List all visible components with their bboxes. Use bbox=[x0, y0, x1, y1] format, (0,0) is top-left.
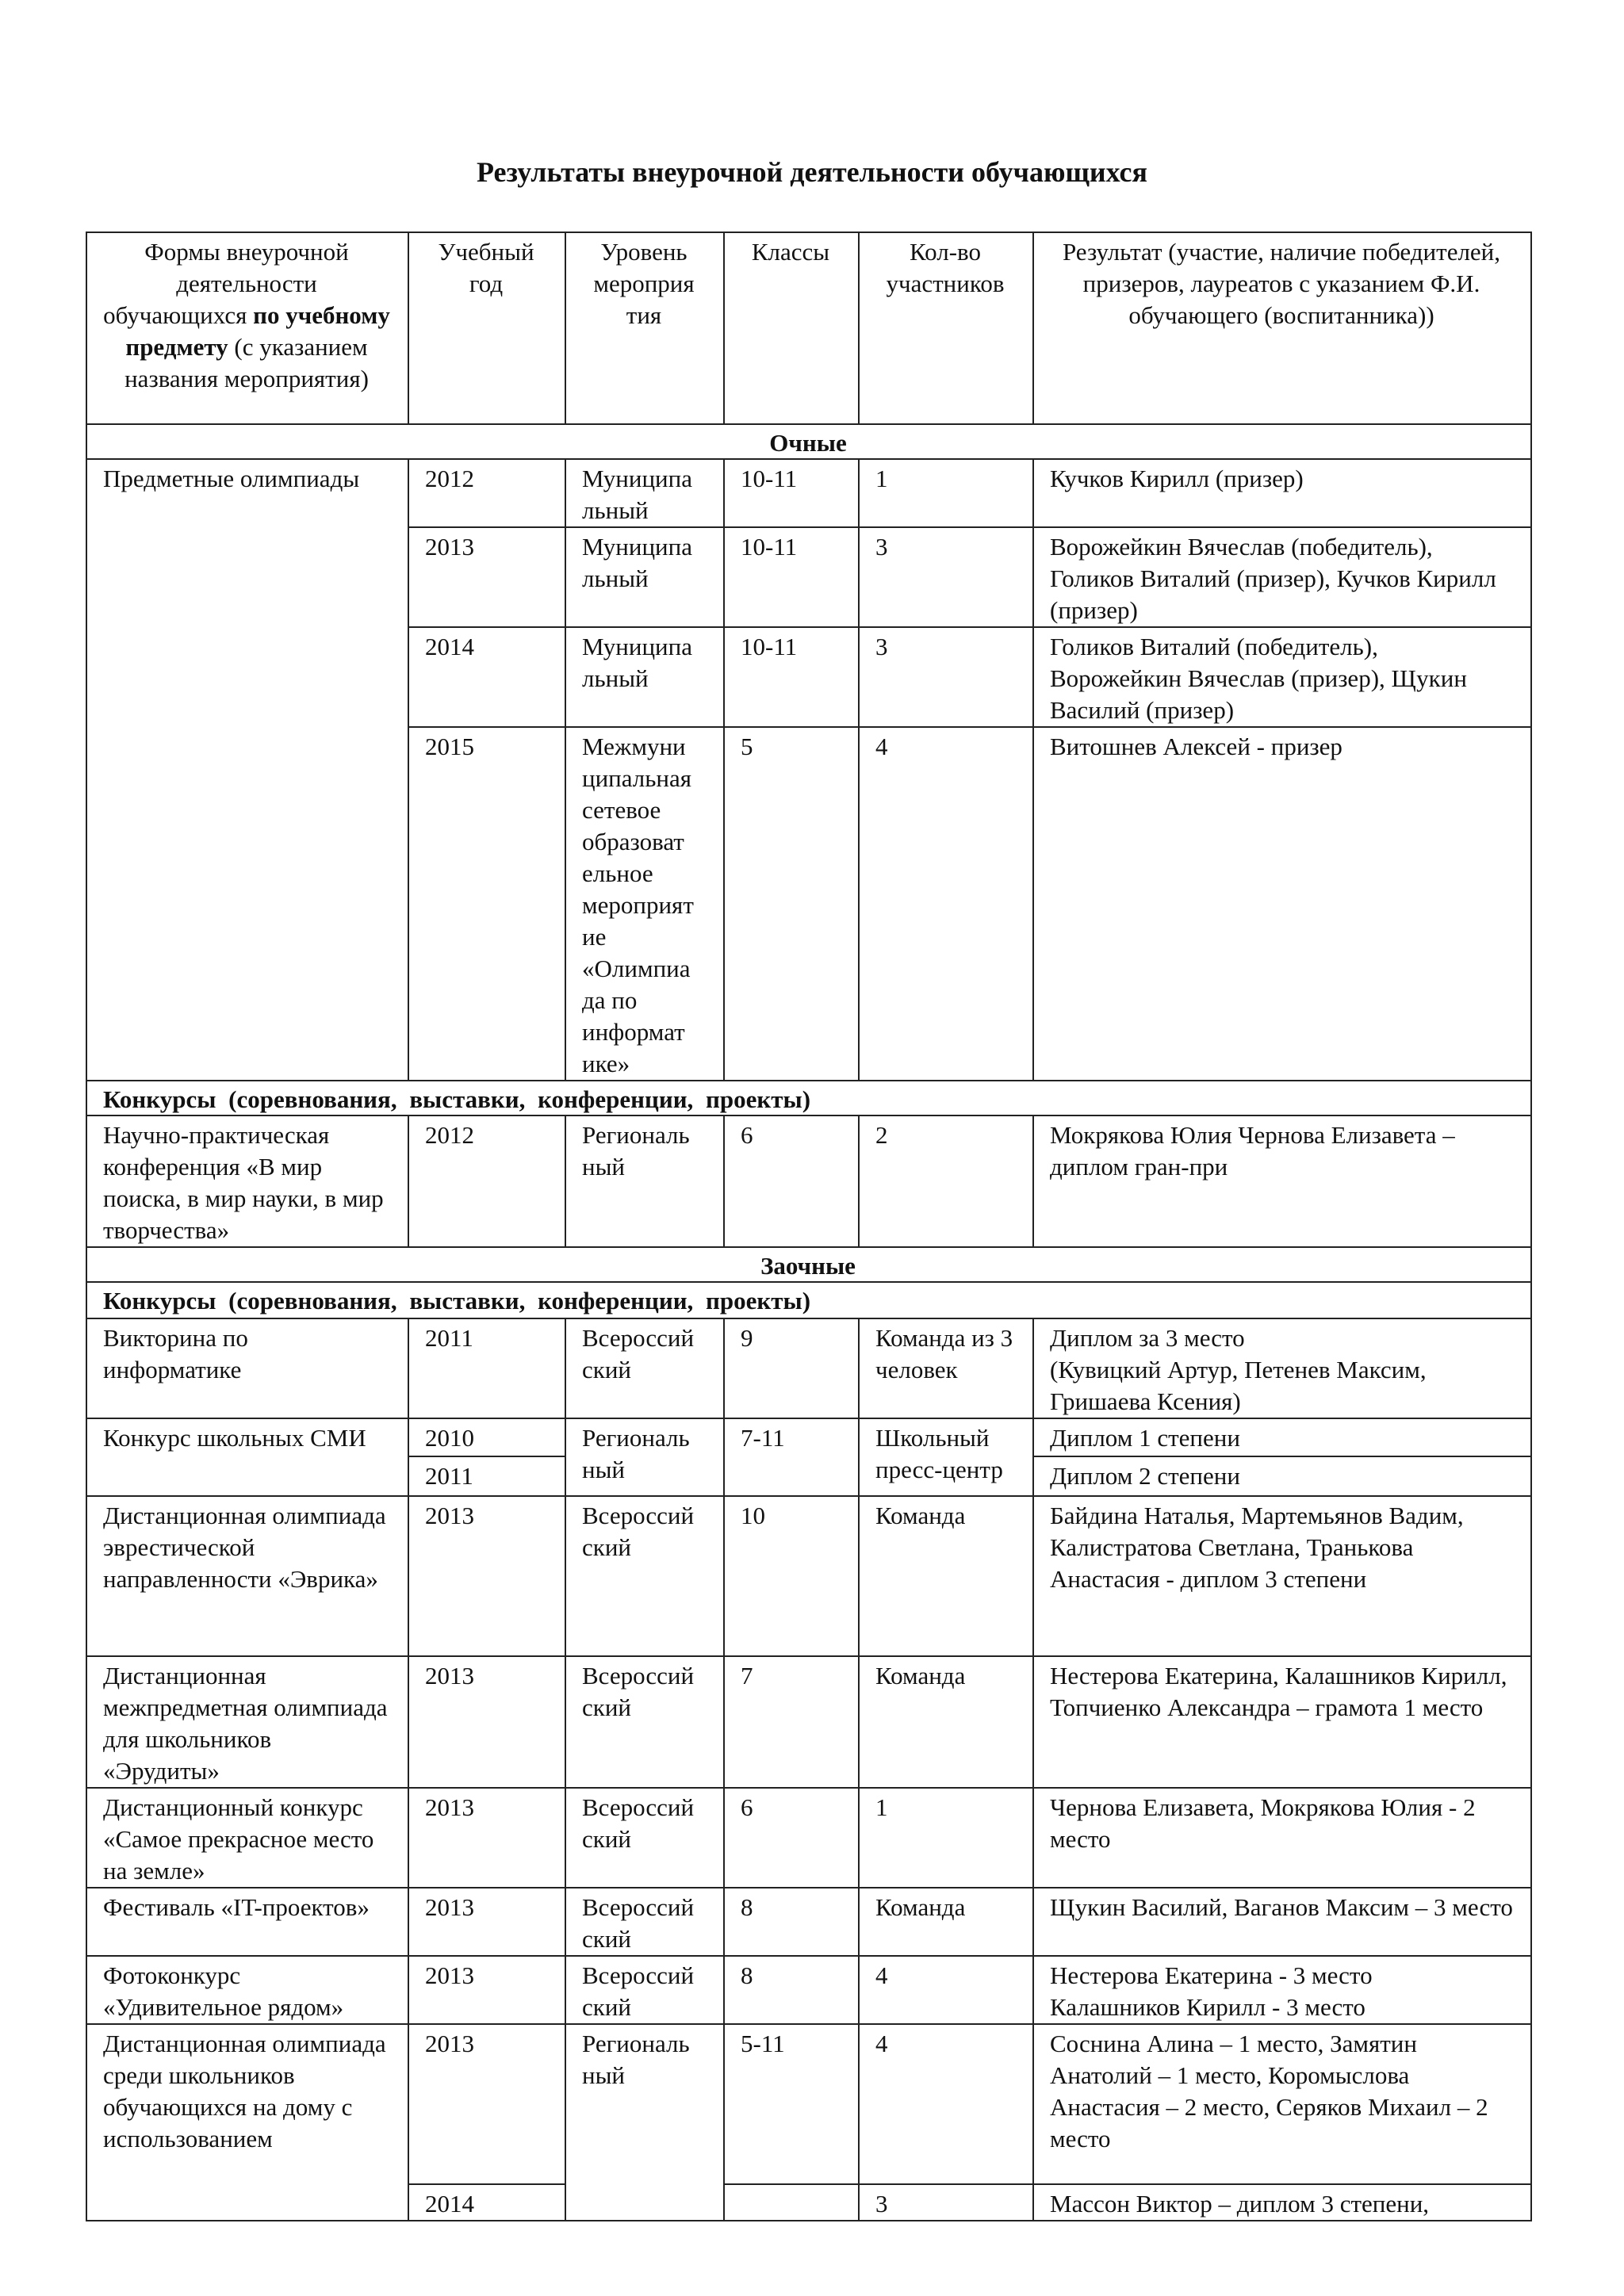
year-cell: 2013 bbox=[408, 2024, 565, 2184]
year-cell: 2015 bbox=[408, 727, 565, 1081]
result-cell: Витошнев Алексей - призер bbox=[1033, 727, 1531, 1081]
level-cell: Региональ ный bbox=[565, 1115, 724, 1247]
count-cell: 1 bbox=[859, 1788, 1033, 1888]
year-cell: 2011 bbox=[408, 1456, 565, 1496]
result-cell: Кучков Кирилл (призер) bbox=[1033, 459, 1531, 527]
form-cell: Дистанционная олимпиада среди школьников обучающихся на дому с использованием bbox=[86, 2024, 408, 2221]
level-cell: Региональ ный bbox=[565, 1418, 724, 1496]
level-cell: Муниципа льный bbox=[565, 627, 724, 727]
classes-cell: 5-11 bbox=[724, 2024, 859, 2184]
result-cell: Нестерова Екатерина, Калашников Кирилл, Топчиенко Александра – грамота 1 место bbox=[1033, 1656, 1531, 1788]
table-row bbox=[86, 459, 1531, 527]
level-cell: Всероссий ский bbox=[565, 1956, 724, 2024]
section-row-zaochnye bbox=[86, 1247, 1531, 1282]
classes-cell: 7 bbox=[724, 1656, 859, 1788]
classes-cell: 9 bbox=[724, 1318, 859, 1418]
header-year: Учебный год bbox=[408, 232, 565, 424]
level-cell: Муниципа льный bbox=[565, 459, 724, 527]
classes-cell: 10 bbox=[724, 1496, 859, 1656]
level-cell: Межмуни ципальная сетевое образоват ельное мероприят ие «Олимпиа да по информат ике» bbox=[565, 727, 724, 1081]
level-cell: Всероссий ский bbox=[565, 1318, 724, 1418]
section-title: Конкурсы (соревнования, выставки, конференции, проекты) bbox=[86, 1282, 1531, 1318]
table-row bbox=[86, 1888, 1531, 1956]
year-cell: 2013 bbox=[408, 1956, 565, 2024]
count-cell: 4 bbox=[859, 727, 1033, 1081]
year-cell: 2014 bbox=[408, 627, 565, 727]
results-table bbox=[86, 232, 1532, 2221]
form-cell: Научно-практическая конференция «В мир поиска, в мир науки, в мир творчества» bbox=[86, 1115, 408, 1247]
section-title: Заочные bbox=[86, 1247, 1531, 1282]
level-cell: Всероссий ский bbox=[565, 1496, 724, 1656]
year-cell: 2010 bbox=[408, 1418, 565, 1456]
year-cell: 2011 bbox=[408, 1318, 565, 1418]
table-header-row bbox=[86, 232, 1531, 424]
classes-cell: 10-11 bbox=[724, 459, 859, 527]
form-cell: Дистанционный конкурс «Самое прекрасное место на земле» bbox=[86, 1788, 408, 1888]
table-row bbox=[86, 1115, 1531, 1247]
header-level: Уровень мероприя тия bbox=[565, 232, 724, 424]
classes-cell: 7-11 bbox=[724, 1418, 859, 1496]
result-cell: Ворожейкин Вячеслав (победитель), Голиков Виталий (призер), Кучков Кирилл (призер) bbox=[1033, 527, 1531, 627]
count-cell: Школьный пресс-центр bbox=[859, 1418, 1033, 1496]
year-cell: 2012 bbox=[408, 459, 565, 527]
form-cell: Викторина по информатике bbox=[86, 1318, 408, 1418]
level-cell: Всероссий ский bbox=[565, 1888, 724, 1956]
result-cell: Диплом 2 степени bbox=[1033, 1456, 1531, 1496]
count-cell: Команда из 3 человек bbox=[859, 1318, 1033, 1418]
form-cell: Конкурс школьных СМИ bbox=[86, 1418, 408, 1496]
classes-cell: 6 bbox=[724, 1115, 859, 1247]
year-cell: 2013 bbox=[408, 527, 565, 627]
count-cell: 4 bbox=[859, 2024, 1033, 2184]
year-cell: 2013 bbox=[408, 1788, 565, 1888]
count-cell: Команда bbox=[859, 1496, 1033, 1656]
header-classes: Классы bbox=[724, 232, 859, 424]
classes-cell: 10-11 bbox=[724, 627, 859, 727]
form-cell: Предметные олимпиады bbox=[86, 459, 408, 1081]
level-cell: Всероссий ский bbox=[565, 1788, 724, 1888]
result-cell: Диплом 1 степени bbox=[1033, 1418, 1531, 1456]
result-cell: Диплом за 3 место (Кувицкий Артур, Петенев Максим, Гришаева Ксения) bbox=[1033, 1318, 1531, 1418]
form-cell: Дистанционная межпредметная олимпиада для школьников «Эрудиты» bbox=[86, 1656, 408, 1788]
result-cell: Щукин Василий, Ваганов Максим – 3 место bbox=[1033, 1888, 1531, 1956]
header-count: Кол-во участников bbox=[859, 232, 1033, 424]
table-row bbox=[86, 1418, 1531, 1456]
level-cell: Региональ ный bbox=[565, 2024, 724, 2221]
table-row bbox=[86, 1956, 1531, 2024]
result-cell: Байдина Наталья, Мартемьянов Вадим, Калистратова Светлана, Транькова Анастасия - диплом 3 степени bbox=[1033, 1496, 1531, 1656]
year-cell: 2013 bbox=[408, 1888, 565, 1956]
table-row bbox=[86, 2024, 1531, 2184]
page-title: Результаты внеурочной деятельности обучающихся bbox=[477, 156, 1147, 188]
form-cell: Дистанционная олимпиада эврестической направленности «Эврика» bbox=[86, 1496, 408, 1656]
header-result: Результат (участие, наличие победителей, призеров, лауреатов с указанием Ф.И. обучающего (воспитанника)) bbox=[1033, 232, 1531, 424]
count-cell: 4 bbox=[859, 1956, 1033, 2024]
section-title: Очные bbox=[86, 424, 1531, 459]
table-row bbox=[86, 1656, 1531, 1788]
result-cell: Соснина Алина – 1 место, Замятин Анатолий – 1 место, Коромыслова Анастасия – 2 место, Серяков Михаил – 2 место bbox=[1033, 2024, 1531, 2184]
table-row bbox=[86, 1318, 1531, 1418]
level-cell: Муниципа льный bbox=[565, 527, 724, 627]
count-cell: 1 bbox=[859, 459, 1033, 527]
count-cell: Команда bbox=[859, 1656, 1033, 1788]
form-cell: Фотоконкурс «Удивительное рядом» bbox=[86, 1956, 408, 2024]
level-cell: Всероссий ский bbox=[565, 1656, 724, 1788]
result-cell: Мокрякова Юлия Чернова Елизавета – диплом гран-при bbox=[1033, 1115, 1531, 1247]
header-forms: Формы внеурочной деятельности обучающихся по учебному предмету (с указанием названия мероприятия) bbox=[86, 232, 408, 424]
classes-cell: 8 bbox=[724, 1888, 859, 1956]
result-cell: Массон Виктор – диплом 3 степени, bbox=[1033, 2184, 1531, 2221]
result-cell: Чернова Елизавета, Мокрякова Юлия - 2 место bbox=[1033, 1788, 1531, 1888]
result-cell: Голиков Виталий (победитель), Ворожейкин Вячеслав (призер), Щукин Василий (призер) bbox=[1033, 627, 1531, 727]
classes-cell: 6 bbox=[724, 1788, 859, 1888]
year-cell: 2012 bbox=[408, 1115, 565, 1247]
year-cell: 2014 bbox=[408, 2184, 565, 2221]
count-cell: 3 bbox=[859, 627, 1033, 727]
section-title: Конкурсы (соревнования, выставки, конференции, проекты) bbox=[86, 1081, 1531, 1115]
classes-cell: 8 bbox=[724, 1956, 859, 2024]
classes-cell bbox=[724, 2184, 859, 2221]
count-cell: 2 bbox=[859, 1115, 1033, 1247]
classes-cell: 10-11 bbox=[724, 527, 859, 627]
section-row-ochnye bbox=[86, 424, 1531, 459]
table-row bbox=[86, 1496, 1531, 1656]
count-cell: 3 bbox=[859, 2184, 1033, 2221]
count-cell: Команда bbox=[859, 1888, 1033, 1956]
count-cell: 3 bbox=[859, 527, 1033, 627]
year-cell: 2013 bbox=[408, 1656, 565, 1788]
year-cell: 2013 bbox=[408, 1496, 565, 1656]
section-row-konkursy bbox=[86, 1282, 1531, 1318]
result-cell: Нестерова Екатерина - 3 место Калашников Кирилл - 3 место bbox=[1033, 1956, 1531, 2024]
form-cell: Фестиваль «IT-проектов» bbox=[86, 1888, 408, 1956]
section-row-konkursy bbox=[86, 1081, 1531, 1115]
classes-cell: 5 bbox=[724, 727, 859, 1081]
table-row bbox=[86, 1788, 1531, 1888]
